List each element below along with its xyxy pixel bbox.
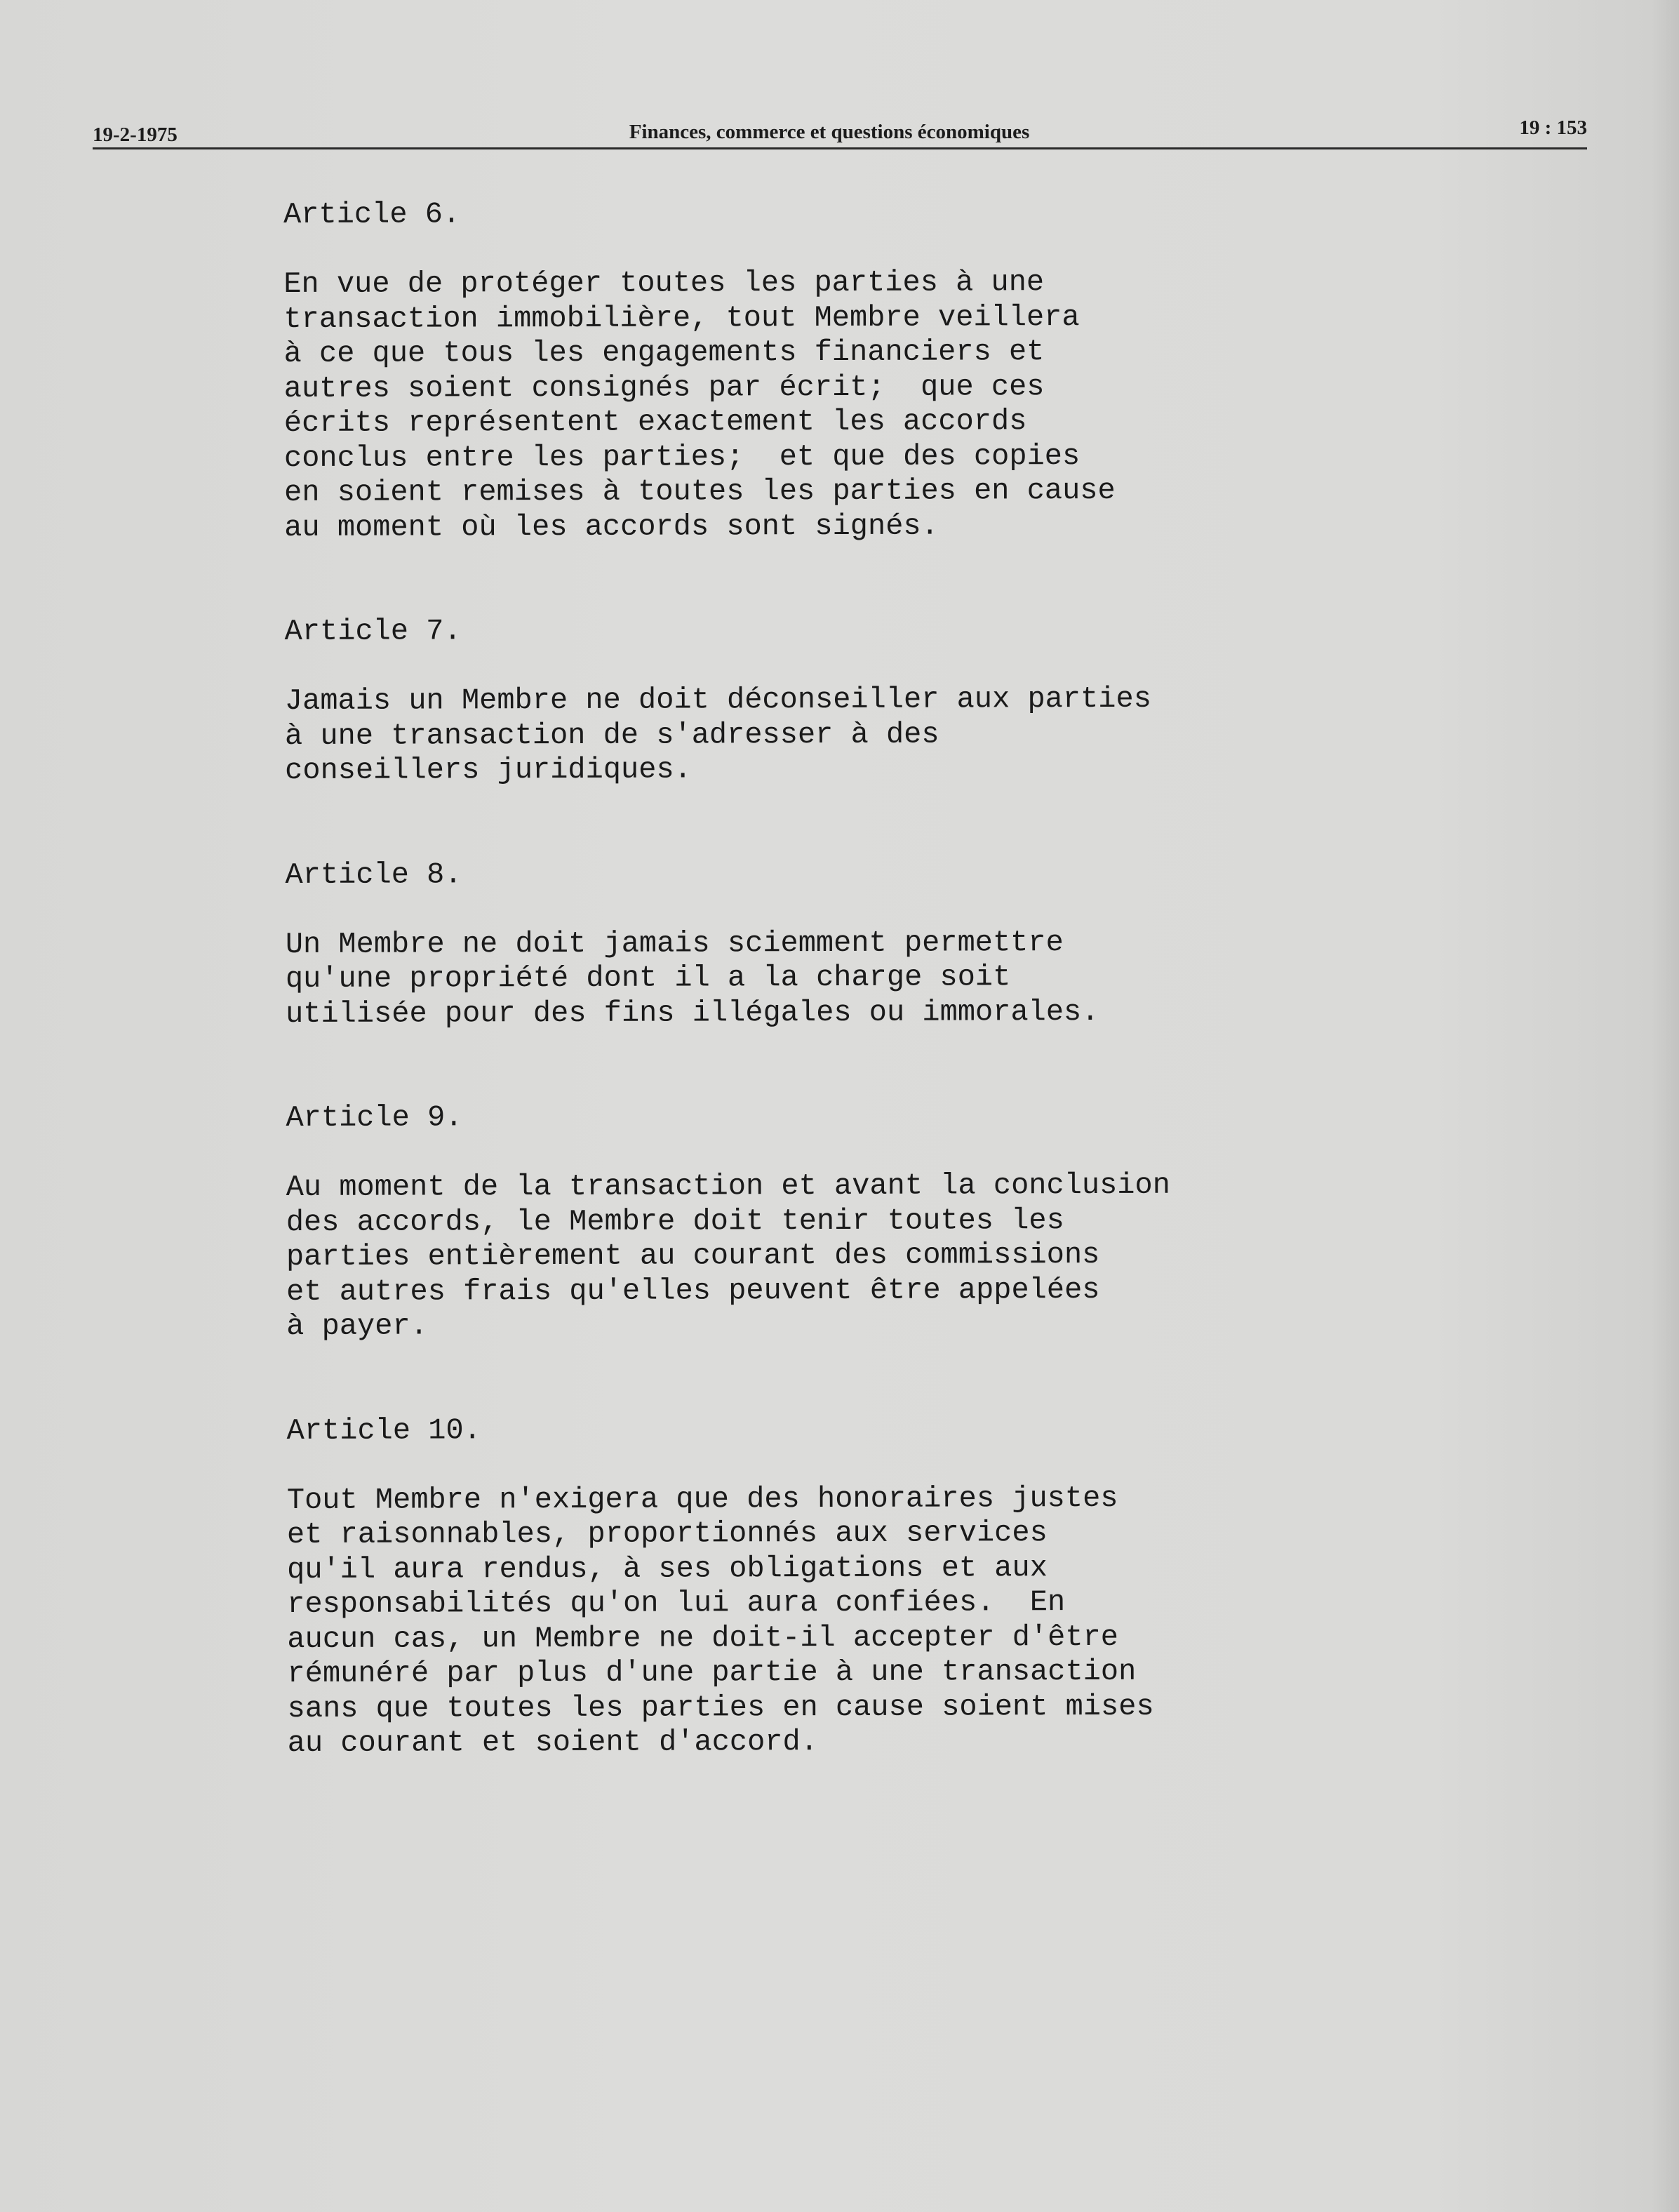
article-text-line: qu'une propriété dont il a la charge soit (285, 960, 1011, 996)
article-text-line: et autres frais qu'elles peuvent être appelées (286, 1272, 1100, 1309)
page-edge-shadow (1651, 0, 1679, 2212)
article-text-line: En vue de protéger toutes les parties à une (283, 265, 1045, 301)
article-text-line: qu'il aura rendus, à ses obligations et aux (287, 1550, 1048, 1587)
article-spacer (285, 785, 1379, 858)
article-text-line: Un Membre ne doit jamais sciemment permettre (285, 925, 1064, 961)
article-text-line: en soient remises à toutes les parties en cause (284, 473, 1116, 509)
page-header (93, 116, 1587, 152)
article-text-line: Tout Membre n'exigera que des honoraires justes (286, 1481, 1118, 1517)
article-heading: Article 10. (286, 1413, 481, 1448)
article-text-line: conseillers juridiques. (285, 752, 692, 787)
article-heading: Article 7. (284, 614, 462, 648)
article-text-line: utilisée pour des fins illégales ou immorales. (285, 994, 1099, 1031)
article-text-line: Au moment de la transaction et avant la conclusion (286, 1168, 1170, 1204)
article-heading: Article 8. (285, 857, 462, 892)
article-8 (285, 855, 1380, 1032)
article-6 (283, 195, 1379, 545)
article-spacer (284, 542, 1379, 615)
article-text-line: parties entièrement au courant des commissions (286, 1237, 1100, 1274)
article-text-line: aucun cas, un Membre ne doit-il accepter d'être (287, 1620, 1119, 1656)
header-rule (93, 147, 1587, 149)
header-page-number: 19 : 153 (1519, 116, 1587, 139)
article-10 (287, 1411, 1382, 1761)
article-text-line: des accords, le Membre doit tenir toutes les (286, 1203, 1064, 1239)
article-7 (285, 612, 1380, 789)
header-date: 19-2-1975 (93, 124, 178, 146)
article-text-line: Jamais un Membre ne doit déconseiller aux parties (284, 681, 1151, 718)
article-text-line: au courant et soient d'accord. (287, 1725, 818, 1760)
article-spacer (286, 1029, 1380, 1101)
article-text-line: responsabilités qu'on lui aura confiées. En (287, 1585, 1066, 1621)
article-text-line: à une transaction de s'adresser à des (284, 717, 939, 753)
document-body (283, 195, 1382, 1761)
article-heading: Article 9. (286, 1100, 463, 1135)
article-heading: Article 6. (283, 197, 461, 232)
article-text-line: sans que toutes les parties en cause soient mises (287, 1689, 1154, 1726)
article-9 (286, 1098, 1381, 1345)
article-text-line: à payer. (286, 1309, 428, 1343)
article-text-line: conclus entre les parties; et que des copies (283, 439, 1081, 475)
article-text-line: au moment où les accords sont signés. (284, 509, 939, 545)
header-title: Finances, commerce et questions économiques (629, 121, 1030, 143)
article-text-line: autres soient consignés par écrit; que ces (283, 369, 1045, 406)
article-text-line: écrits représentent exactement les accords (283, 404, 1027, 440)
article-text-line: rémunéré par plus d'une partie à une transaction (287, 1654, 1137, 1691)
article-text-line: et raisonnables, proportionnés aux services (286, 1516, 1048, 1552)
article-text-line: à ce que tous les engagements financiers et (283, 335, 1045, 371)
article-spacer (286, 1341, 1381, 1413)
article-text-line: transaction immobilière, tout Membre veillera (283, 300, 1080, 336)
